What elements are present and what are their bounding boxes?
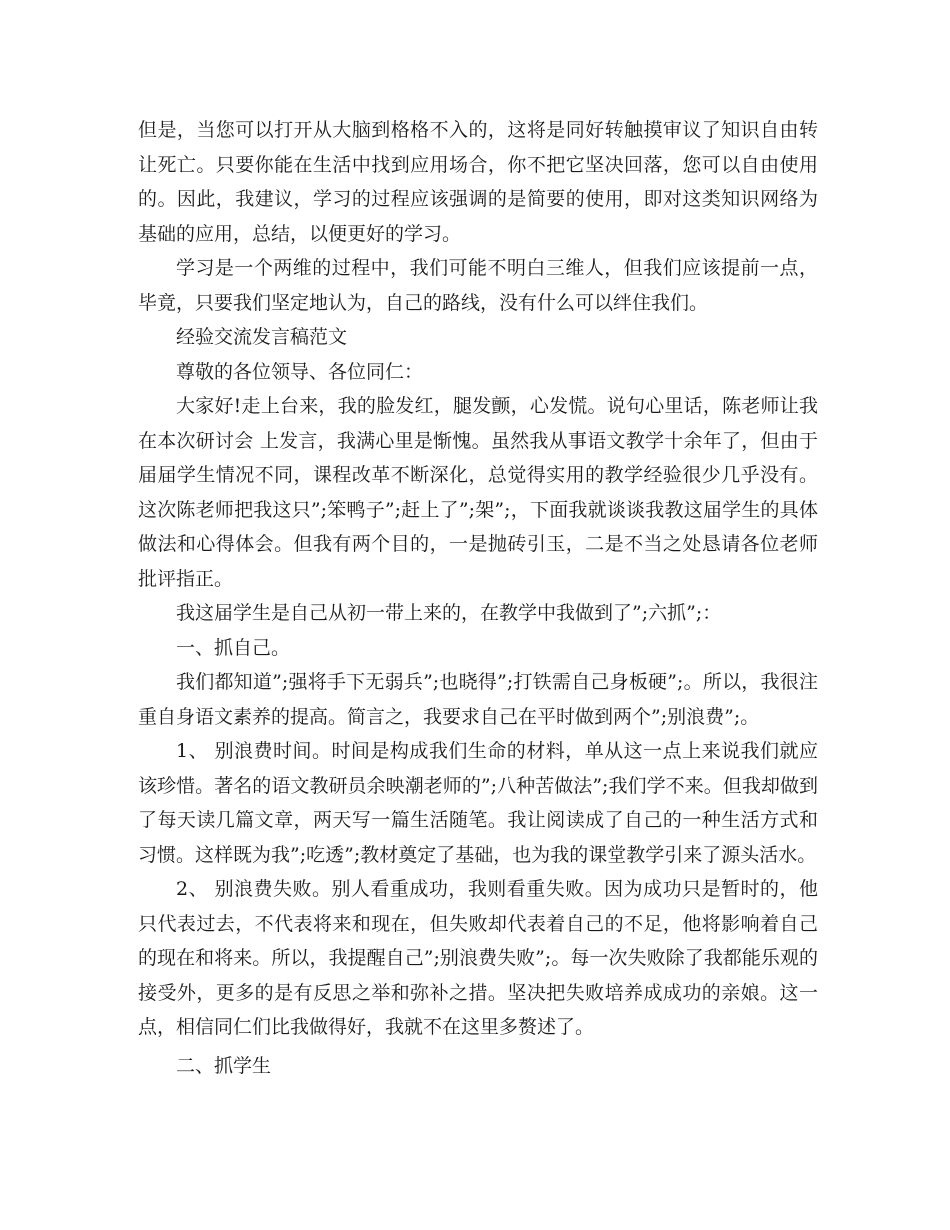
heading-point-two: 二、抓学生: [176, 1054, 272, 1077]
paragraph-self-improvement: 我们都知道”;强将手下无弱兵”;也晓得”;打铁需自己身板硬”;。所以，我很注重自身语文素养的提高。简言之，我要求自己在平时做到两个”;别浪费”;。: [138, 671, 818, 728]
paragraph-continued-text: 但是，当您可以打开从大脑到格格不入的，这将是同好转触摸审议了知识自由转让死亡。只要你能在生活中找到应用场合，你不把它坚决回落，您可以自由使用的。因此，我建议，学习的过程应该强调的是简要的使用，即对这类知识网络为基础的应用，总结，以便更好的学习。: [138, 119, 818, 245]
heading-point-one: 一、抓自己。: [176, 636, 291, 659]
paragraph-opening-remarks: 大家好!走上台来，我的脸发红，腿发颤，心发慌。说句心里话，陈老师让我在本次研讨会 上发言，我满心里是惭愧。虽然我从事语文教学十余年了，但由于届届学生情况不同，课程改革不断深化，总觉得实用的教学经验很少几乎没有。这次陈老师把我这只”;笨鸭子”;赶上了”;架”;，下面我就谈谈我教这届学生的具体做法和心得体会。但我有两个目的，一是抛砖引玉，二是不当之处恳请各位老师批评指正。: [138, 395, 818, 590]
paragraph-item-1-time: 1、 别浪费时间。时间是构成我们生命的材料，单从这一点上来说我们就应该珍惜。著名的语文教研员余映潮老师的”;八种苦做法”;我们学不来。但我却做到了每天读几篇文章，两天写一篇生活随笔。我让阅读成了自己的一种生活方式和习惯。这样既为我”;吃透”;教材奠定了基础，也为我的课堂教学引来了源头活水。: [138, 740, 818, 866]
paragraph-item-2-failure: 2、 别浪费失败。别人看重成功，我则看重失败。因为成功只是暂时的，他只代表过去，不代表将来和现在，但失败却代表着自己的不足，他将影响着自己的现在和将来。所以，我提醒自己”;别浪费失败”;。每一次失败除了我都能乐观的接受外，更多的是有反思之举和弥补之措。坚决把失败培养成成功的亲娘。这一点，相信同仁们比我做得好，我就不在这里多赘述了。: [138, 878, 818, 1038]
paragraph-six-points-intro: 我这届学生是自己从初一带上来的，在教学中我做到了”;六抓”;：: [176, 602, 722, 624]
salutation: 尊敬的各位领导、各位同仁：: [176, 360, 424, 383]
section-heading-speech-title: 经验交流发言稿范文: [176, 326, 348, 348]
document-body: [138, 113, 818, 1083]
paragraph-learning-process: 学习是一个两维的过程中，我们可能不明白三维人，但我们应该提前一点，毕竟，只要我们坚定地认为，自己的路线，没有什么可以绊住我们。: [138, 257, 818, 314]
